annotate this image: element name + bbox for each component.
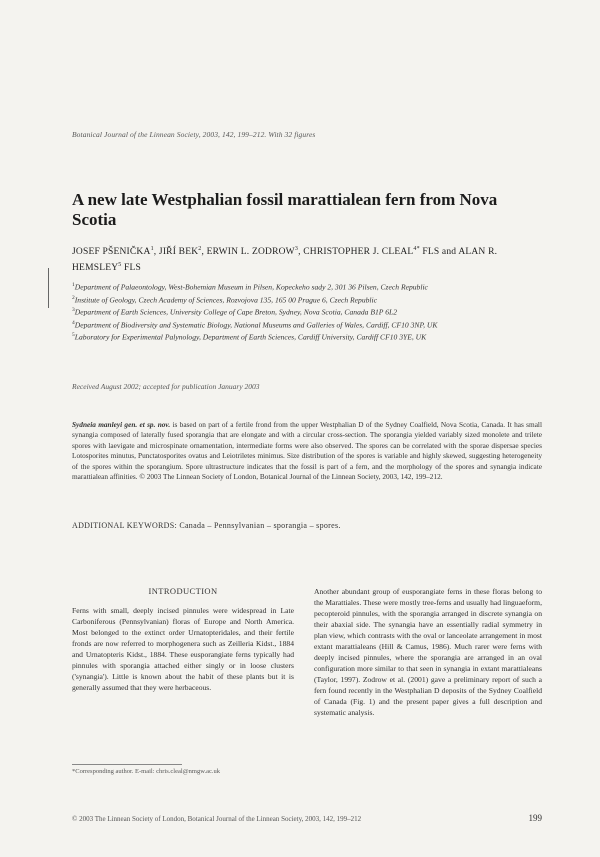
- intro-paragraph-left: Ferns with small, deeply incised pinnules were widespread in Late Carboniferous (Pennsylvanian) floras of Europe and North America. Most belonged to the extinct order Urnatopteridales, and their fertile fronds are now referred to morphogenera such as Zeilleria Kidst., 1884 and Urnatopteris Kidst., 1884. These eusporangiate ferns typically had pinnules with sporangia attached either singly or in loose clusters ('synangia'). Little is known about the habit of these plants but it is generally assumed that they were herbaceous.: [72, 606, 294, 692]
- affiliation: $^2$Institute of Geology, Czech Academy of Sciences, Rozvojova 135, 165 00 Prague 6, Czech Republic: [72, 294, 378, 305]
- keywords: ADDITIONAL KEYWORDS: Canada – Pennsylvanian – sporangia – spores.: [72, 521, 341, 530]
- abstract-lead: Sydneia manleyi gen. et sp. nov.: [72, 420, 171, 429]
- author: JIŘÍ BEK$^2$,: [158, 246, 207, 258]
- left-column: [72, 586, 294, 693]
- author: ALAN R. HEMSLEY$^5$ FLS: [72, 247, 498, 274]
- intro-paragraph-right: Another abundant group of eusporangiate ferns in these floras belong to the Marattiales. These were mostly tree-ferns and usually had linguaeform, pecopteroid pinnules, with the sporangia arranged in discrete synangia on their abaxial side. The synangia have an essentially radial symmetry in plan view, which contrasts with the oval or lanceolate arrangement in most extant marattialeans (Hill & Camus, 1986). Much rarer were ferns with deeply incised pinnules, where the sporangia are arranged in an oval configuration more similar to that seen in synangia in extant marattialeans (Taylor, 1997). Zodrow et al. (2001) gave a preliminary report of such a fern found recently in the Westphalian D deposits of the Sydney Coalfield of Canada (Fig. 1) and the present paper gives a full description and systematic analysis.: [314, 587, 542, 717]
- journal-citation: Botanical Journal of the Linnean Society, 2003, 142, 199–212. With 32 figures: [72, 130, 316, 139]
- affiliation: $^3$Department of Earth Sciences, University College of Cape Breton, Sydney, Nova Scotia, Canada B1P 6L2: [72, 307, 398, 317]
- affiliations: [72, 280, 542, 343]
- author: JOSEF PŠENIČKA$^1$,: [72, 246, 159, 258]
- margin-mark: [48, 268, 49, 308]
- affiliation: $^4$Department of Biodiversity and Systematic Biology, National Museums and Galleries of Wales, Cardiff, CF10 3NP, UK: [72, 319, 438, 330]
- abstract: [72, 420, 542, 482]
- affiliation: $^5$Laboratory for Experimental Palynology, Department of Earth Sciences, Cardiff University, Cardiff CF10 3YE, UK: [72, 332, 427, 342]
- section-heading: INTRODUCTION: [148, 586, 218, 596]
- affiliation: $^1$Department of Palaeontology, West-Bohemian Museum in Pilsen, Kopeckeho sady 2, 301 36 Pilsen, Czech Republic: [72, 282, 428, 292]
- author-list: [72, 243, 542, 275]
- copyright-footer: © 2003 The Linnean Society of London, Botanical Journal of the Linnean Society, 2003, 142, 199–212: [72, 815, 362, 823]
- page-number: 199: [528, 813, 542, 823]
- footnote: *Corresponding author. E-mail: chris.cleal@nmgw.ac.uk: [72, 768, 220, 775]
- footnote-rule: [72, 764, 182, 765]
- author: ERWIN L. ZODROW$^3$,: [206, 246, 304, 258]
- received-date: Received August 2002; accepted for publication January 2003: [72, 382, 260, 391]
- article-title: A new late Westphalian fossil marattialean fern from Nova Scotia: [72, 190, 498, 229]
- author: CHRISTOPHER J. $CLEAL^{4*}$ FLS and: [303, 246, 459, 258]
- right-column: [314, 586, 542, 718]
- abstract-text: is based on part of a fertile frond from the upper Westphalian D of the Sydney Coalfield, Nova Scotia, Canada. It has small synangia composed of laterally fused sporangia that are elongate and with a circular cross-section. The sporangia yielded variably sized monolete and trilete spores with laevigate and microspinate ornamentation, intermediate forms were also observed. The spores can be correlated with the sporae dispersae species Lotosporites minutus, Punctatosporites ovatus and Leiotriletes minimus. Size distribution of the spores is variable and highly skewed, suggesting heterogeneity of the spores within the sporangium. Spore ultrastructure indicates that the fossil is part of a fern, and the morphology of the spores and synangia indicate marattialean affinities. © 2003 The Linnean Society of London, Botanical Journal of the Linnean Society, 2003, 142, 199–212.: [72, 420, 542, 482]
